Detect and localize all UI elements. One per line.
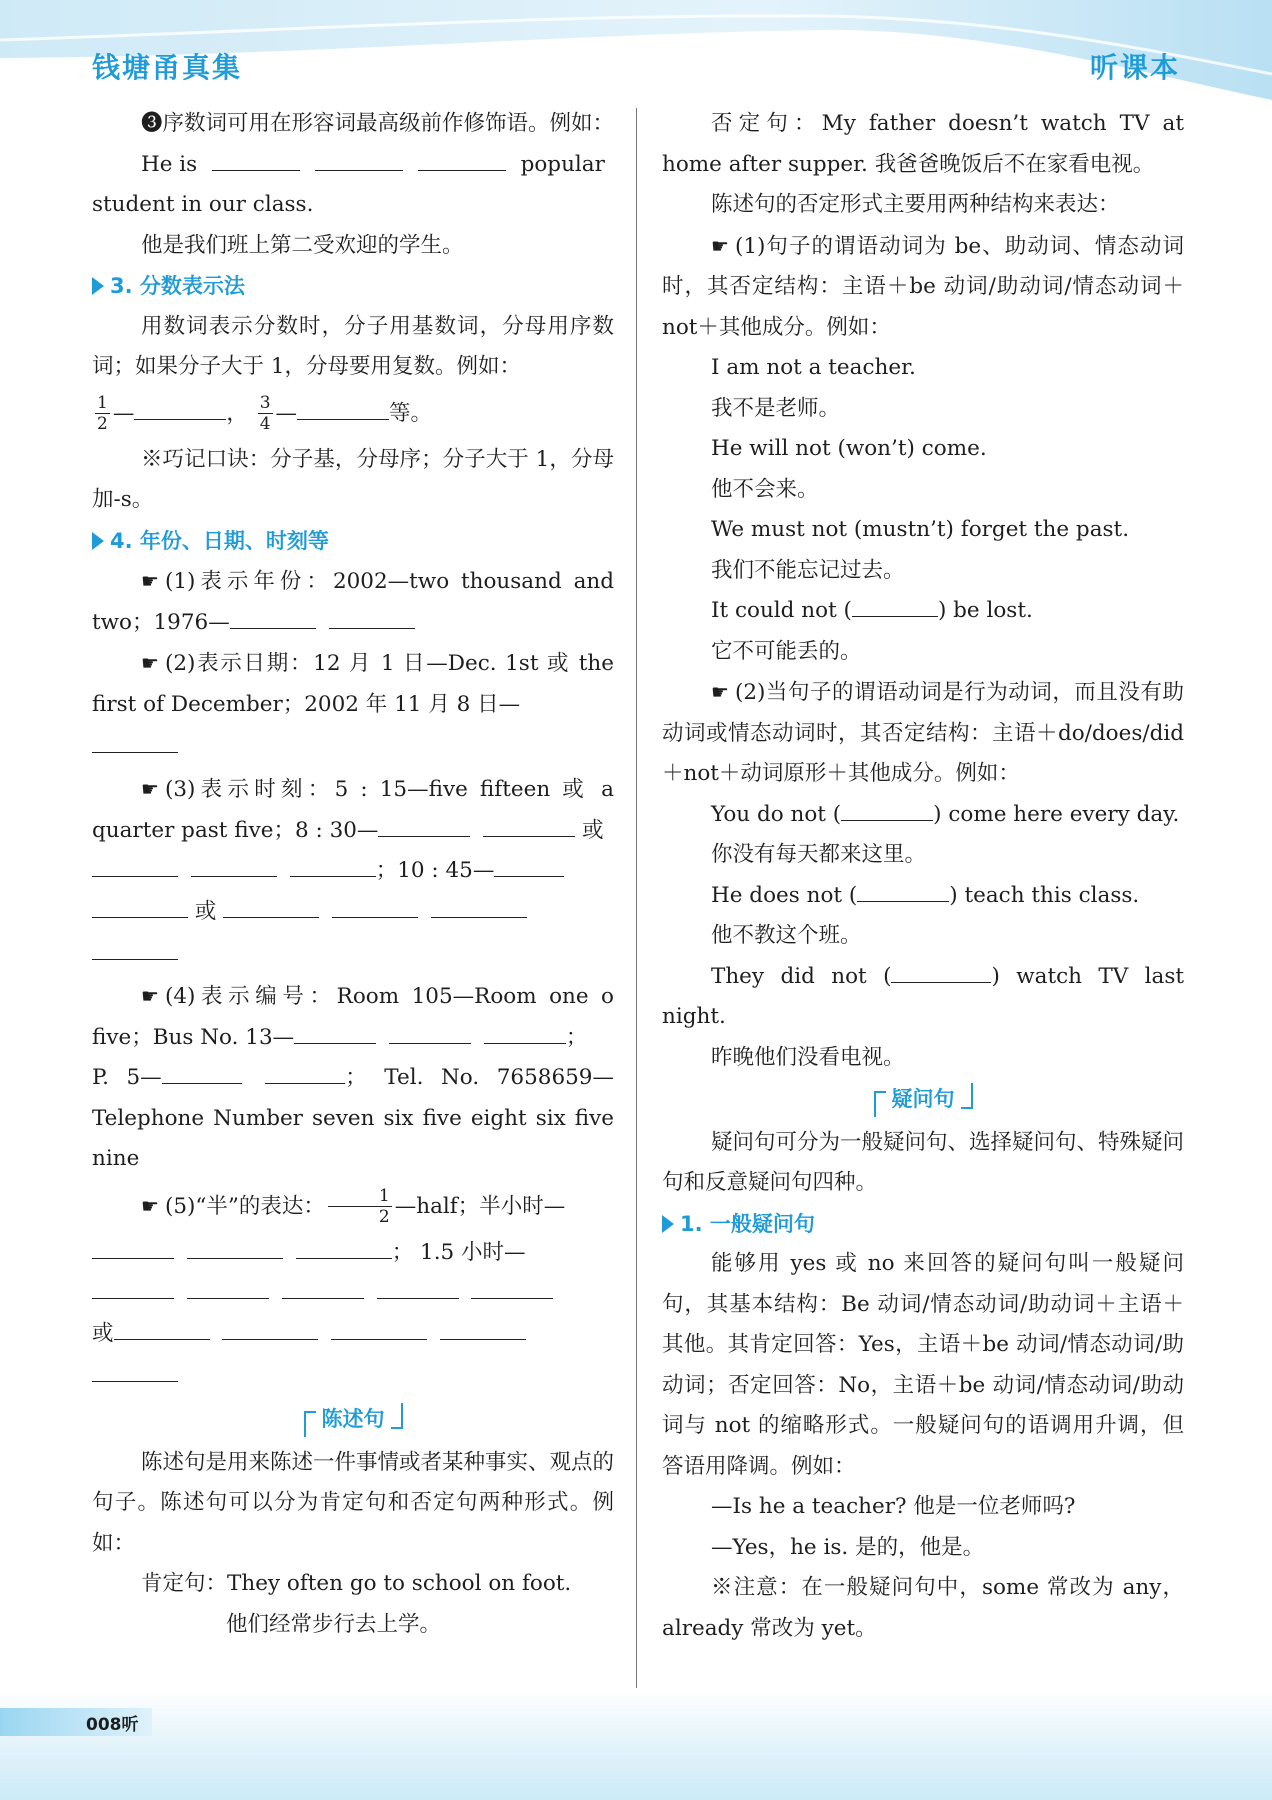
example-line [92,145,614,186]
example-line: student in our class. [92,192,314,217]
fill-blank [290,854,376,877]
section-heading: 1. 一般疑问句 [662,1204,1184,1245]
rule-item: ☛ (3)表示时刻：5 : 15—five fifteen 或 a quarter past five；8 : 30— 或 [92,777,614,843]
paragraph: 陈述句的否定形式主要用两种结构来表达： [711,192,1120,217]
paragraph: 用数词表示分数时，分子用基数词，分母用序数词；如果分子大于 1，分母要用复数。例如： [92,313,614,379]
fill-blank [483,814,575,837]
fill-blank [187,1276,269,1299]
paragraph: 否定句：My father doesn’t watch TV at home after supper. 我爸爸晚饭后不在家看电视。 [662,111,1184,177]
fill-blank [315,148,403,171]
blank-line: ； 1.5 小时— [92,1233,614,1274]
example-text: popular [520,151,605,177]
fill-blank [92,1236,174,1259]
fill-blank [265,1061,345,1084]
example-translation: 我不是老师。 [711,395,841,421]
fill-blank [230,606,316,629]
left-column [92,104,614,1645]
fill-blank [212,148,300,171]
example-translation: 他是我们班上第二受欢迎的学生。 [141,232,464,258]
section-heading: 3. 分数表示法 [92,266,614,307]
pointing-hand-icon: ☛ [141,777,159,801]
triangle-icon [662,1215,674,1233]
fill-blank [329,606,415,629]
example-line: 肯定句：They often go to school on foot. [141,1571,572,1596]
pointing-hand-icon: ☛ [711,680,729,704]
triangle-icon [92,277,104,295]
paragraph: 疑问句可分为一般疑问句、选择疑问句、特殊疑问句和反意疑问句四种。 [662,1129,1185,1195]
fill-blank [297,397,389,420]
rule-item: ☛ (1)表示年份：2002—two thousand and two；1976— [92,569,614,635]
fill-blank [494,854,564,877]
fill-blank [331,1317,427,1340]
blank-line [92,1273,614,1314]
triangle-icon [92,532,104,550]
example-line: —Is he a teacher? 他是一位老师吗? [711,1494,1076,1519]
column-divider [636,108,637,1688]
fill-blank [378,814,470,837]
fill-blank [92,895,188,918]
note: ※注意：在一般疑问句中，some 常改为 any，already 常改为 yet。 [662,1575,1184,1641]
example-translation: 昨晚他们没看电视。 [711,1044,905,1070]
fill-blank [162,1061,242,1084]
section-heading: 4. 年份、日期、时刻等 [92,521,614,562]
fill-blank [471,1276,553,1299]
example-line: We must not (mustn’t) forget the past. [711,517,1130,542]
fraction: $\frac{1}{2}$ [328,1186,392,1227]
fill-blank [92,854,178,877]
fill-blank [187,1236,283,1259]
rule-item: ☛ (5)“半”的表达： $\frac{1}{2}$ —half；半小时— [141,1186,566,1227]
example-line: They did not ( ) watch TV last night. [662,957,1184,1038]
footer-band [0,1690,1272,1800]
fill-blank [857,879,949,902]
topic-title: 陈述句 [92,1400,614,1441]
rule-item: P. 5— ； Tel. No. 7658659—Telephone Number seven six five eight six five nine [92,1058,614,1180]
memory-tip: ※巧记口诀：分子基，分母序；分子大于 1，分母加-s。 [92,446,614,512]
example-translation: 他们经常步行去上学。 [226,1611,442,1637]
pointing-hand-icon: ☛ [141,1193,159,1218]
fill-blank [134,397,226,420]
rule-item: ☛ (2)当句子的谓语动词是行为动词，而且没有助动词或情态动词时，其否定结构：主语＋do/does/did＋not＋动词原形＋其他成分。例如： [662,680,1184,786]
blank-line: 或 [92,892,614,933]
example-line: You do not ( ) come here every day. [662,795,1184,836]
blank-line [92,725,614,769]
fill-blank [223,895,319,918]
fill-blank [114,1317,210,1340]
example-translation: 你没有每天都来这里。 [711,842,927,867]
fill-blank [282,1276,364,1299]
example-line: I am not a teacher. [711,355,916,380]
fraction-line: $\frac{1}{2}$ — ， $\frac{3}{4}$ — 等。 [97,393,433,434]
section-label: 听课本 [1089,51,1180,84]
pointing-hand-icon: ☛ [141,569,159,593]
fill-blank [92,937,178,960]
right-column [662,104,1184,1649]
blank-line [92,932,614,976]
fill-blank [852,594,938,617]
fill-blank [294,1021,376,1044]
fill-blank [191,854,277,877]
example-translation: 它不可能丢的。 [711,638,862,664]
fill-blank [841,798,933,821]
fill-blank [92,730,178,753]
paragraph: 能够用 yes 或 no 来回答的疑问句叫一般疑问句，其基本结构：Be 动词/情态动词/助动词＋主语＋其他。其肯定回答：Yes，主语＋be 动词/情态动词/助动词；否定回答：No，主语＋be 动词/情态动词/助动词与 not 的缩略形式。一般疑问句的语调用升调，但答语用降调。例如： [662,1251,1184,1479]
rule-item: ☛ (2)表示日期：12 月 1 日—Dec. 1st 或 the first of December；2002 年 11 月 8 日— [92,651,614,717]
fill-blank [440,1317,526,1340]
fill-blank [418,148,506,171]
pointing-hand-icon: ☛ [141,651,159,675]
pointing-hand-icon: ☛ [711,233,729,258]
fill-blank [377,1276,459,1299]
blank-line: ；10 : 45— [92,851,614,892]
rule-item: ☛ (1)句子的谓语动词为 be、助动词、情态动词时，其否定结构：主语＋be 动词/助动词/情态动词＋not＋其他成分。例如： [662,233,1184,340]
book-title: 钱塘甬真集 [92,51,243,84]
pointing-hand-icon: ☛ [141,984,159,1008]
example-translation: 我们不能忘记过去。 [711,557,905,583]
fraction: $\frac{3}{4}$ [259,393,271,434]
topic-title: 疑问句 [662,1080,1184,1121]
rule-item: ☛ (4)表示编号：Room 105—Room one o five；Bus No. 13— ； [92,984,614,1050]
example-line: He does not ( ) teach this class. [662,876,1184,917]
page-number: 008听 [86,1715,139,1735]
example-text: He is [141,151,198,177]
blank-line [92,1354,614,1398]
fill-blank [92,1359,178,1382]
paragraph: 陈述句是用来陈述一件事情或者某种事实、观点的句子。陈述句可以分为肯定句和否定句两种形式。例如： [92,1449,615,1556]
example-translation: 他不会来。 [711,476,819,502]
example-translation: 他不教这个班。 [711,923,862,948]
fill-blank [222,1317,318,1340]
paragraph: ❸序数词可用在形容词最高级前作修饰语。例如： [141,111,615,136]
fill-blank [891,960,991,983]
fill-blank [484,1021,566,1044]
fill-blank [296,1236,392,1259]
fill-blank [92,1276,174,1299]
fill-blank [431,895,527,918]
example-line: It could not ( ) be lost. [662,591,1184,632]
fraction: $\frac{1}{2}$ [97,393,108,434]
example-line: —Yes，he is. 是的，他是。 [711,1534,985,1560]
fill-blank [332,895,418,918]
example-line: He will not (won’t) come. [711,436,987,461]
fill-blank [389,1021,471,1044]
blank-line: 或 [92,1314,614,1355]
